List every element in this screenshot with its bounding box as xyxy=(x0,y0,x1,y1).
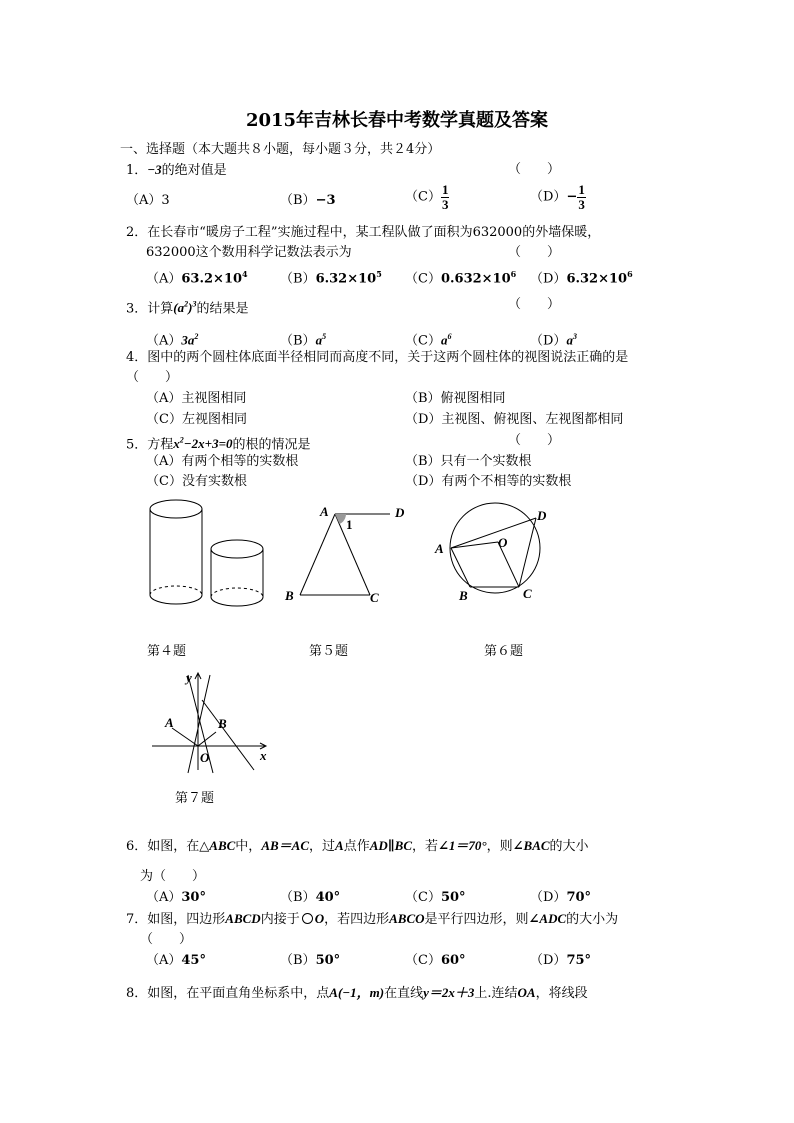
q1-option-b: （B）−3 xyxy=(280,193,336,208)
figure-5-triangle xyxy=(280,500,420,610)
figure-4-caption: 第４题 xyxy=(147,644,187,659)
q3-option-b: $(B)a^5$ xyxy=(280,332,327,349)
svg-text:C: C xyxy=(370,590,379,605)
q4-option-d: （D）主视图、俯视图、左视图都相同 xyxy=(405,412,624,427)
q7-option-b: （B）50° xyxy=(280,953,341,968)
svg-text:C: C xyxy=(523,586,532,601)
svg-text:B: B xyxy=(218,716,227,731)
figure-7-caption: 第７题 xyxy=(175,791,215,806)
q5-option-b: （B）只有一个实数根 xyxy=(405,454,532,469)
q3-expr: $(a^2)^3$ xyxy=(173,300,197,316)
figure-5-caption: 第５题 xyxy=(309,644,349,659)
q5-option-a: （A）有两个相等的实数根 xyxy=(146,454,299,469)
q1-option-c: （C） $\frac{1}{3}$ xyxy=(405,182,449,212)
circle-symbol xyxy=(302,913,313,924)
q6-option-b: （B）40° xyxy=(280,890,341,905)
q1-expr: −3 xyxy=(147,162,162,177)
q2-option-d: $(D)6.32\times 10^6$ xyxy=(530,269,633,287)
figure-4-cylinders xyxy=(140,495,280,615)
q4-option-b: （B）俯视图相同 xyxy=(405,391,506,406)
q1-text: 的绝对值是 xyxy=(161,163,227,178)
section-heading: 一、选择题（本大题共８小题，每小题３分，共２4分） xyxy=(120,142,441,157)
svg-text:B: B xyxy=(285,588,294,603)
q7-option-c: （C）60° xyxy=(405,953,466,968)
q3-option-d: $(D)a^3$ xyxy=(530,332,577,349)
svg-text:D: D xyxy=(395,505,405,520)
svg-text:x: x xyxy=(260,748,267,763)
q2-answer-paren: （ ） xyxy=(508,245,561,260)
q6-option-d: （D）70° xyxy=(530,890,592,905)
q1-d-fraction: $\frac{1}{3}$ xyxy=(578,182,585,212)
q2-line2: 632000这个数用科学记数法表示为 xyxy=(146,245,352,260)
svg-text:A: A xyxy=(435,541,444,556)
q5-equation: $x^2-2x+3=0$ xyxy=(173,436,233,452)
q7-line2: （ ） xyxy=(140,932,193,947)
q6-line2: 为（ ） xyxy=(140,869,206,884)
q2-option-a: $(A)63.2\times 10^4$ xyxy=(146,269,248,287)
q4-option-c: （C）左视图相同 xyxy=(146,412,247,427)
q1-option-d: （D）− $\frac{1}{3}$ xyxy=(530,182,585,212)
q6-stem: 6．如图，在△ABC中，AB＝AC，过A点作AD∥BC，若∠1＝70°，则∠BAC的大小 xyxy=(126,838,589,854)
q4-line2: （ ） xyxy=(126,370,179,385)
svg-text:A: A xyxy=(320,504,329,519)
figure-7-coordinate-plane xyxy=(150,670,280,775)
q5-stem: 5．方程$x^2-2x+3=0$的根的情况是 xyxy=(126,436,311,453)
q4-line1: 4．图中的两个圆柱体底面半径相同而高度不同，关于这两个圆柱体的视图说法正确的是 xyxy=(126,350,629,365)
q7-stem: 7．如图，四边形ABCD内接于 O，若四边形ABCO是平行四边形，则∠ADC的大小为 xyxy=(126,911,619,927)
q3-option-a: $(A)3a^2$ xyxy=(146,332,199,349)
q1-option-a: （A）3 xyxy=(126,193,170,208)
figure-6-circle xyxy=(430,495,560,610)
q8-stem: 8．如图，在平面直角坐标系中，点A(−1，m)在直线y＝2x＋3上.连结OA，将线段 xyxy=(126,985,588,1001)
page-title: 2015年吉林长春中考数学真题及答案 xyxy=(245,110,549,131)
svg-text:B: B xyxy=(459,588,468,603)
svg-text:y: y xyxy=(186,670,192,685)
svg-text:A: A xyxy=(165,715,174,730)
q6-option-c: （C）50° xyxy=(405,890,466,905)
svg-text:O: O xyxy=(200,750,210,765)
q2-option-b: $(B)6.32\times 10^5$ xyxy=(280,269,382,287)
q4-option-a: （A）主视图相同 xyxy=(146,391,247,406)
q5-answer-paren: （ ） xyxy=(508,433,561,448)
q7-option-a: （A）45° xyxy=(146,953,206,968)
svg-text:D: D xyxy=(537,508,547,523)
q1-answer-paren: （ ） xyxy=(508,162,561,177)
q5-option-c: （C）没有实数根 xyxy=(146,474,247,489)
q3-answer-paren: （ ） xyxy=(508,297,561,312)
svg-text:1: 1 xyxy=(346,517,353,532)
q6-option-a: （A）30° xyxy=(146,890,206,905)
q1-stem xyxy=(126,162,227,179)
q5-option-d: （D）有两个不相等的实数根 xyxy=(405,474,572,489)
q3-option-c: $(C)a^6$ xyxy=(405,332,452,349)
q2-option-c: $(C)0.632\times 10^6$ xyxy=(405,269,517,287)
q3-stem: 3．计算$(a^2)^3$的结果是 xyxy=(126,300,249,317)
q2-line1: 2．在长春市“暖房子工程”实施过程中，某工程队做了面积为632000的外墙保暖， xyxy=(126,225,601,240)
figure-6-caption: 第６题 xyxy=(484,644,524,659)
q1-num: 1． xyxy=(126,163,148,178)
svg-text:O: O xyxy=(498,535,508,550)
q7-option-d: （D）75° xyxy=(530,953,592,968)
q1-c-fraction: $\frac{1}{3}$ xyxy=(441,182,449,212)
